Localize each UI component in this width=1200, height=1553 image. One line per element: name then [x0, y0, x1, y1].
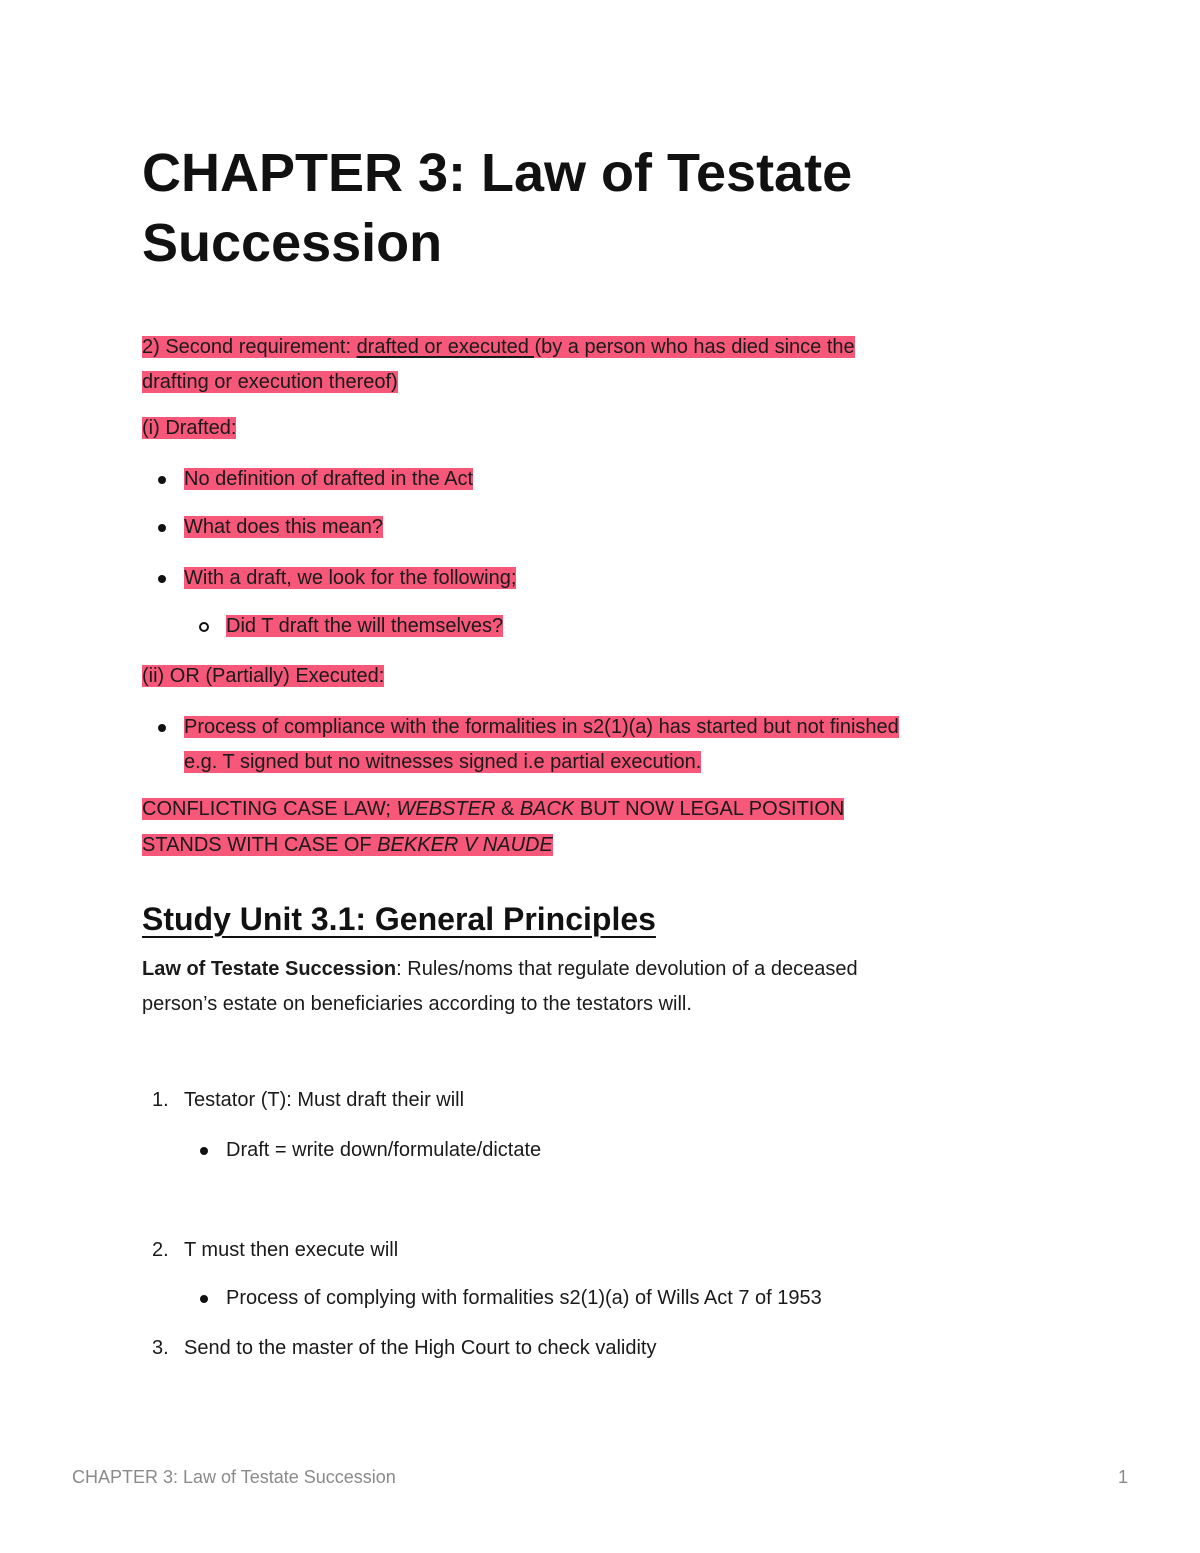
definition-line-1 [142, 951, 858, 987]
step-2-sub: Process of complying with formalities s2(1)(a) of Wills Act 7 of 1953 [226, 1287, 822, 1309]
study-unit-heading: Study Unit 3.1: General Principles [142, 901, 656, 937]
drafted-heading-text: (i) Drafted: [142, 417, 237, 439]
conflict-text: & [495, 798, 520, 820]
executed-heading [142, 658, 384, 694]
drafted-bullet-text: What does this mean? [184, 516, 383, 538]
drafted-sub-bullet [226, 608, 503, 644]
drafted-sub-bullet-text: Did T draft the will themselves? [226, 615, 504, 637]
bullet-icon [158, 575, 166, 583]
drafted-heading [142, 410, 236, 446]
executed-heading-text: (ii) OR (Partially) Executed: [142, 665, 385, 687]
footer-title: CHAPTER 3: Law of Testate Succession [72, 1467, 396, 1487]
bullet-icon [158, 724, 166, 732]
conflict-text: CONFLICTING CASE LAW; [142, 798, 397, 820]
step-number: 1. [152, 1089, 169, 1111]
requirement-underlined: drafted or executed [356, 336, 535, 358]
case-name-back: BACK [519, 798, 575, 820]
step-3-text: Send to the master of the High Court to check validity [184, 1337, 657, 1359]
conflict-line-1 [142, 791, 844, 827]
requirement-prefix: 2) Second requirement: [142, 336, 357, 358]
definition-text-2: person’s estate on beneficiaries according to the testators will. [142, 993, 692, 1015]
step-2-text: T must then execute will [184, 1239, 399, 1261]
bullet-icon [200, 1295, 208, 1303]
requirement-suffix-2: drafting or execution thereof) [142, 371, 398, 393]
step-number: 2. [152, 1239, 169, 1261]
page-title: CHAPTER 3: Law of Testate Succession [142, 143, 853, 273]
drafted-bullet-1 [184, 461, 473, 497]
hollow-bullet-icon [199, 622, 209, 632]
requirement-suffix-1: (by a person who has died since the [534, 336, 855, 358]
bullet-icon [158, 524, 166, 532]
drafted-bullet-text: No definition of drafted in the Act [184, 468, 474, 490]
drafted-bullet-text: With a draft, we look for the following; [184, 567, 517, 589]
conflict-text: BUT NOW LEGAL POSITION [574, 798, 845, 820]
definition-line-2 [142, 986, 692, 1022]
executed-bullet-line-1 [184, 709, 899, 745]
bullet-icon [158, 476, 166, 484]
bullet-icon [200, 1147, 208, 1155]
requirement-line-2 [142, 364, 398, 400]
step-1-sub: Draft = write down/formulate/dictate [226, 1139, 542, 1161]
conflict-text: STANDS WITH CASE OF [142, 834, 378, 856]
executed-bullet-text-2: e.g. T signed but no witnesses signed i.e partial execution. [184, 751, 702, 773]
executed-bullet-text-1: Process of compliance with the formalities in s2(1)(a) has started but not finished [184, 716, 899, 738]
footer-page-number: 1 [1118, 1467, 1129, 1487]
drafted-bullet-2 [184, 509, 383, 545]
requirement-line-1 [142, 329, 855, 365]
definition-term: Law of Testate Succession [142, 958, 397, 980]
executed-bullet-line-2 [184, 744, 701, 780]
step-number: 3. [152, 1337, 169, 1359]
definition-text-1: : Rules/noms that regulate devolution of a deceased [396, 958, 858, 980]
case-name-webster: WEBSTER [396, 798, 496, 820]
drafted-bullet-3 [184, 560, 516, 596]
step-1-text: Testator (T): Must draft their will [184, 1089, 465, 1111]
case-name-bekker: BEKKER V NAUDE [377, 834, 553, 856]
conflict-line-2 [142, 827, 553, 863]
